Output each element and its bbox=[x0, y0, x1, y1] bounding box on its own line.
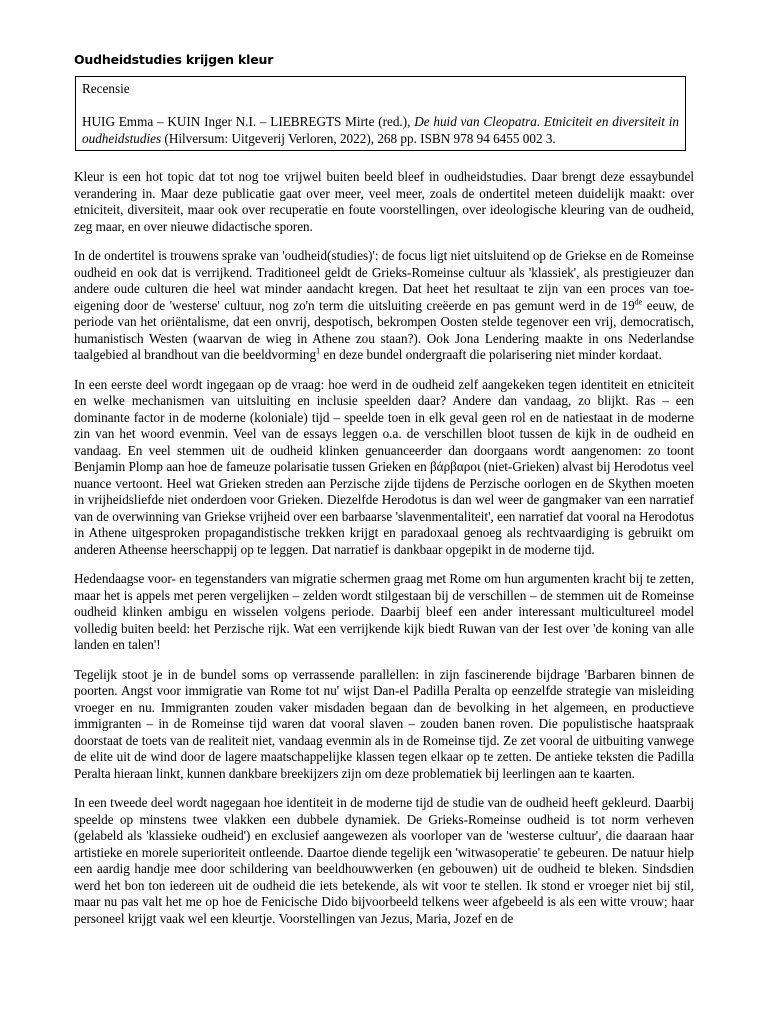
book-title: De huid van Cleopatra. Etniciteit en diversiteit in oudheidstudies bbox=[82, 114, 679, 146]
paragraph-2: In de ondertitel is trouwens sprake van 'oudheid(studies)': de focus ligt niet uitsluitend op de Griekse en de Romeinse oudheid en ook dat is verrijkend. Traditioneel geldt de Grieks-Romeinse cultuur als 'klassiek', als prestigieuzer dan andere oude culturen die heel wat minder aandacht kregen. Dat heet het resultaat te zijn van een proces van toe-eigening door de 'westerse' cultuur, nog zo'n term die uitsluiting creëerde en pas gemunt werd in de 19de eeuw, de periode van het oriëntalisme, dat een onvrij, despotisch, bekrompen Oosten stelde tegenover een vrij, democratisch, humanistisch Westen (waarvan de wieg in Athene zou staan?). Ook Jona Lendering maakte in ons Nederlandse taalgebied al brandhout van die beeldvorming$^1$ en deze bundel ondergraaft die polarisering niet minder kordaat. bbox=[74, 248, 694, 362]
paragraph-3: In een eerste deel wordt ingegaan op de vraag: hoe werd in de oudheid zelf aangekeken tegen identiteit en etniciteit en welke mechanismen van uitsluiting en inclusie speelden daar? Andere dan vandaag, zo blijkt. Ras – een dominante factor in de moderne (koloniale) tijd – speelde toen in elk geval geen rol en de natiestaat in de moderne zin van het woord evenmin. Veel van de essays leggen o.a. de verschillen bloot tussen de kijk in de oudheid en vandaag. En veel stemmen uit de oudheid klinken genuanceerder dan doorgaans wordt aangenomen: zo toont Benjamin Plomp aan hoe de fameuze polarisatie tussen Grieken en βάρβαροι (niet-Grieken) alvast bij Herodotus veel nuance vertoont. Heel wat Grieken streden aan Perzische zijde tijdens de Perzische oorlogen en de Skythen moeten in vrijheidsliefde niet onderdoen voor Grieken. Diezelfde Herodotus is dan wel weer de gangmaker van een narratief van de overwinning van Griekse vrijheid over een barbaarse 'slavenmentaliteit', een narratief dat vooral na Herodotus in Athene uitgesproken propagandistische trekken krijgt en paradoxaal genoeg als rechtvaardiging is gebruikt om anderen Atheense heerschappij op te leggen. Dat narratief is dankbaar opgepikt in de moderne tijd. bbox=[74, 376, 694, 557]
paragraph-5: Tegelijk stoot je in de bundel soms op verrassende parallellen: in zijn fascinerende bijdrage 'Barbaren binnen de poorten. Angst voor immigratie van Rome tot nu' wijst Dan-el Padilla Peralta op eenzelfde strategie van misleiding vroeger en nu. Immigranten zouden vaker misdaden begaan dan de bevolking in het algemeen, en productieve immigranten – in de Romeinse tijd waren dat vooral slaven – zouden banen roven. Die populistische haatspraak doorstaat de toets van de realiteit niet, vandaag evenmin als in de Romeinse tijd. Ze zet vooral de uitbuiting vanwege de elite uit de wind door de lagere maatschappelijke klassen tegen elkaar op te zetten. De antieke teksten die Padilla Peralta hieraan linkt, kunnen dankbare breekijzers zijn om deze problematiek bij leerlingen aan te kaarten. bbox=[74, 666, 694, 781]
footnote-ref-1: 1 bbox=[316, 346, 321, 356]
book-reference bbox=[82, 113, 679, 147]
paragraph-1: Kleur is een hot topic dat tot nog toe vrijwel buiten beeld bleef in oudheidstudies. Daar brengt deze essaybundel verandering in. Maar deze publicatie gaat over meer, veel meer, zoals de ondertitel meteen duidelijk maakt: over etniciteit, diversiteit, maar ook over recuperatie en foute voorstellingen, over ideologische kleuring van de oudheid, zeg maar, en over nieuwe didactische sporen. bbox=[74, 169, 694, 234]
publication-details: (Hilversum: Uitgeverij Verloren, 2022), 268 pp. ISBN 978 94 6455 002 3. bbox=[161, 131, 556, 146]
superscript-de: de bbox=[634, 297, 643, 307]
review-reference-box bbox=[75, 76, 686, 151]
paragraph-4: Hedendaagse voor- en tegenstanders van migratie schermen graag met Rome om hun argumenten kracht bij te zetten, maar het is appels met peren vergelijken – zelden wordt stilgestaan bij de verschillen – de stemmen uit de Romeinse oudheid klinken ambigu en wisselen volgens periode. Daarbij bleef een ander interessant multicultureel model volledig buiten beeld: het Perzische rijk. Wat een verrijkende kijk biedt Ruwan van der Iest over 'de koning van alle landen en talen'! bbox=[74, 571, 694, 652]
author-huig: HUIG Emma – bbox=[82, 114, 168, 129]
article-title: Oudheidstudies krijgen kleur bbox=[74, 52, 274, 67]
author-kuin: KUIN Inger N.I. – bbox=[167, 114, 271, 129]
paragraph-6: In een tweede deel wordt nagegaan hoe identiteit in de moderne tijd de studie van de oudheid heeft gekleurd. Daarbij speelde op minstens twee vlakken een dubbele dynamiek. De Grieks-Romeinse oudheid is tot norm verheven (gelabeld als 'klassieke oudheid') en exclusief aangewezen als voorloper van de 'westerse cultuur', die daaraan haar artistieke en morele superioriteit ontleende. Daartoe diende tegelijk een 'witwasoperatie' te gebeuren. De natuur hielp een aardig handje mee door schildering van beeldhouwwerken (en gebouwen) uit de oudheid te bleken. Sindsdien werd het bon ton iedereen uit de oudheid die iets betekende, als wit voor te stellen. Ik stond er vroeger niet bij stil, maar nu pas valt het me op hoe de Fenicische Dido bijvoorbeeld telkens weer afgebeeld is als een witte vrouw; haar personeel krijgt vaak wel een kleurtje. Voorstellingen van Jezus, Maria, Jozef en de bbox=[74, 795, 694, 926]
review-label: Recensie bbox=[82, 81, 130, 96]
author-liebregts: LIEBREGTS Mirte (red.), bbox=[270, 114, 415, 129]
article-body bbox=[74, 169, 694, 940]
